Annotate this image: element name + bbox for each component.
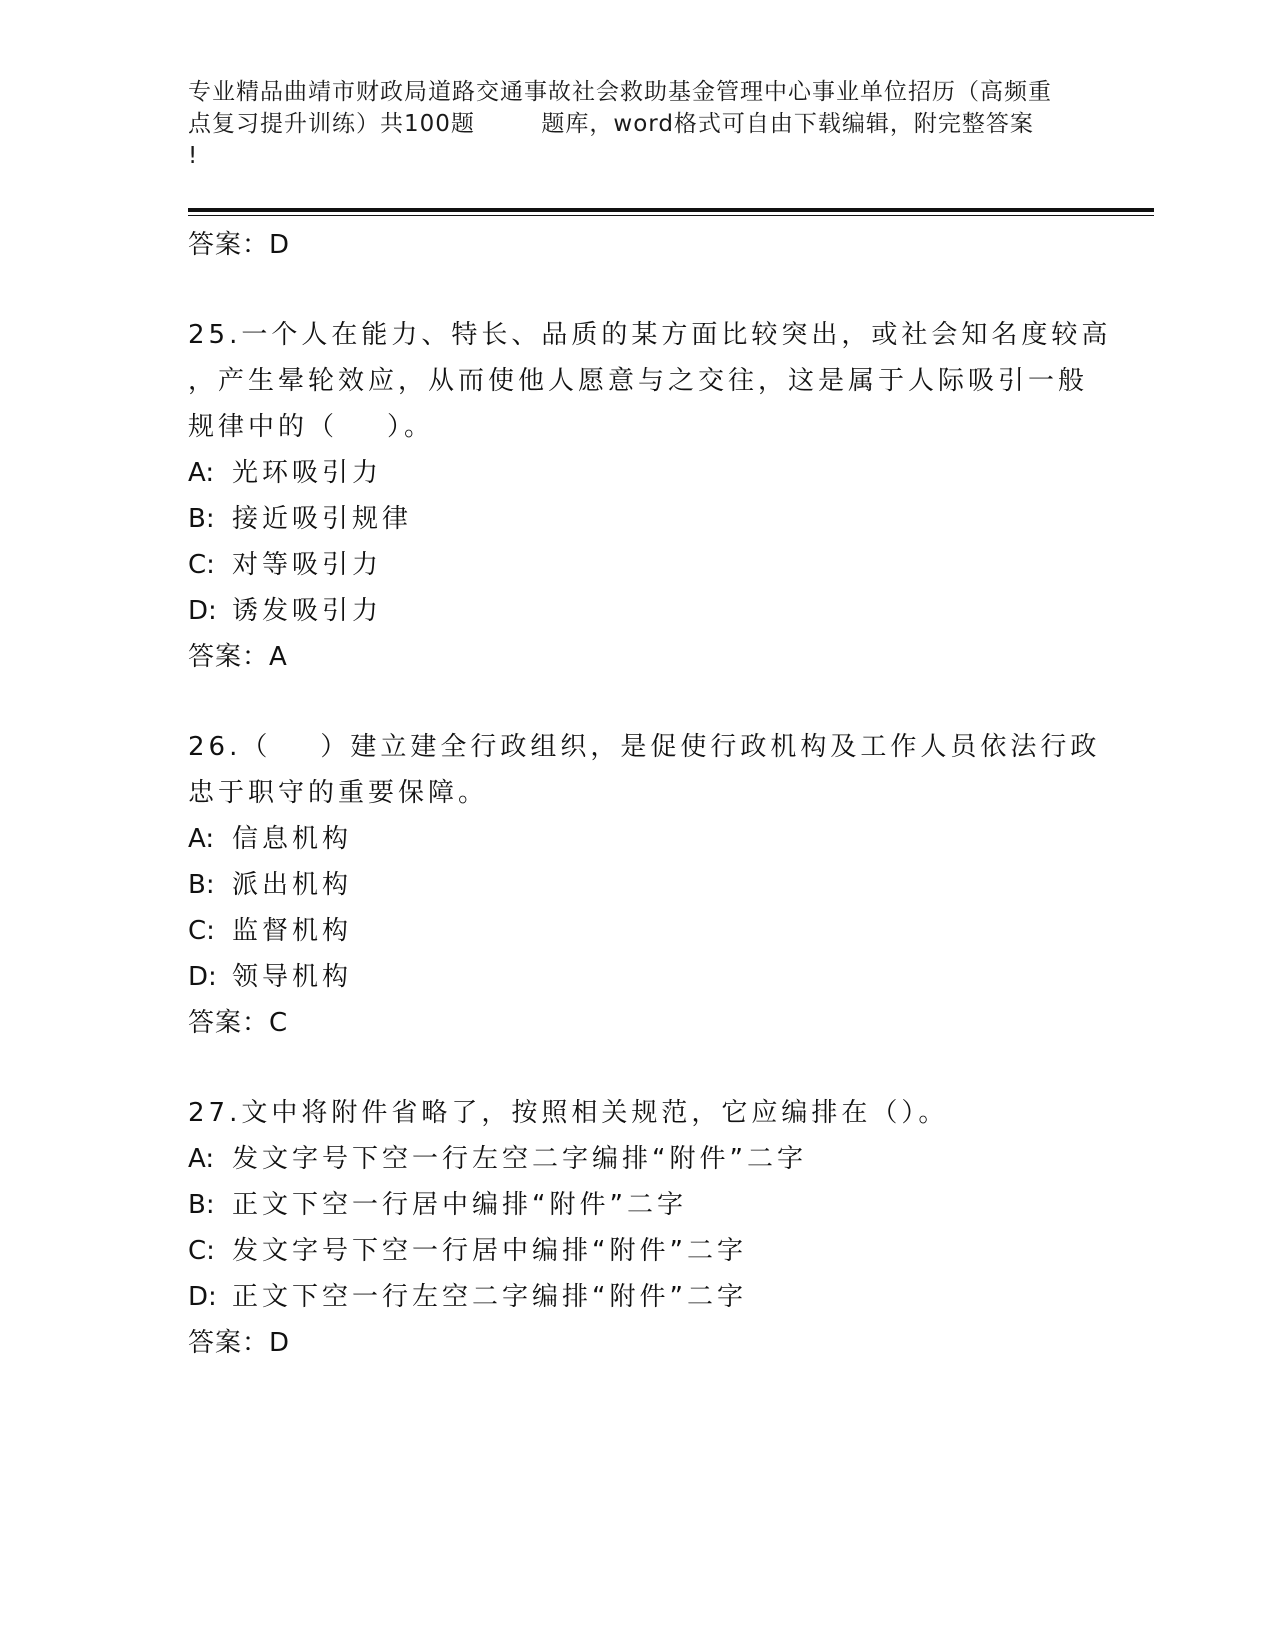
header-line-1: 专业精品曲靖市财政局道路交通事故社会救助基金管理中心事业单位招历（高频重 <box>188 79 1052 105</box>
option-a: A: 信息机构 <box>188 824 353 854</box>
header-divider-thin <box>188 215 1154 216</box>
page-header <box>188 76 1088 172</box>
question-list <box>188 222 1112 1366</box>
question-27 <box>188 1090 1108 1366</box>
question-text: 25.一个人在能力、特长、品质的某方面比较突出，或社会知名度较高 <box>188 320 1112 350</box>
header-divider-thick <box>188 208 1154 212</box>
question-text: 规律中的（ ）。 <box>188 412 435 442</box>
question-25 <box>188 312 1112 680</box>
question-26 <box>188 724 1108 1046</box>
answer-label: 答案：C <box>188 1008 289 1038</box>
option-c: C: 对等吸引力 <box>188 550 383 580</box>
question-text: ，产生晕轮效应，从而使他人愿意与之交往，这是属于人际吸引一般 <box>188 366 1089 396</box>
header-line-3: ! <box>188 143 199 169</box>
option-a: A: 光环吸引力 <box>188 458 383 488</box>
option-c: C: 监督机构 <box>188 916 353 946</box>
question-text: 27.文中将附件省略了，按照相关规范，它应编排在（）。 <box>188 1098 949 1128</box>
answer-label: 答案：D <box>188 1328 291 1358</box>
answer-label: 答案：A <box>188 642 288 672</box>
option-d: D: 领导机构 <box>188 962 353 992</box>
option-b: B: 接近吸引规律 <box>188 504 413 534</box>
option-c: C: 发文字号下空一行居中编排“附件”二字 <box>188 1236 747 1266</box>
option-a: A: 发文字号下空一行左空二字编排“附件”二字 <box>188 1144 807 1174</box>
answer-label: 答案：D <box>188 230 291 260</box>
option-b: B: 派出机构 <box>188 870 353 900</box>
question-text: 26.（ ）建立建全行政组织，是促使行政机构及工作人员依法行政 <box>188 732 1101 762</box>
option-d: D: 正文下空一行左空二字编排“附件”二字 <box>188 1282 747 1312</box>
option-b: B: 正文下空一行居中编排“附件”二字 <box>188 1190 687 1220</box>
question-text: 忠于职守的重要保障。 <box>188 778 489 808</box>
option-d: D: 诱发吸引力 <box>188 596 383 626</box>
header-line-2: 点复习提升训练）共100题 题库，word格式可自由下载编辑，附完整答案 <box>188 111 1034 137</box>
